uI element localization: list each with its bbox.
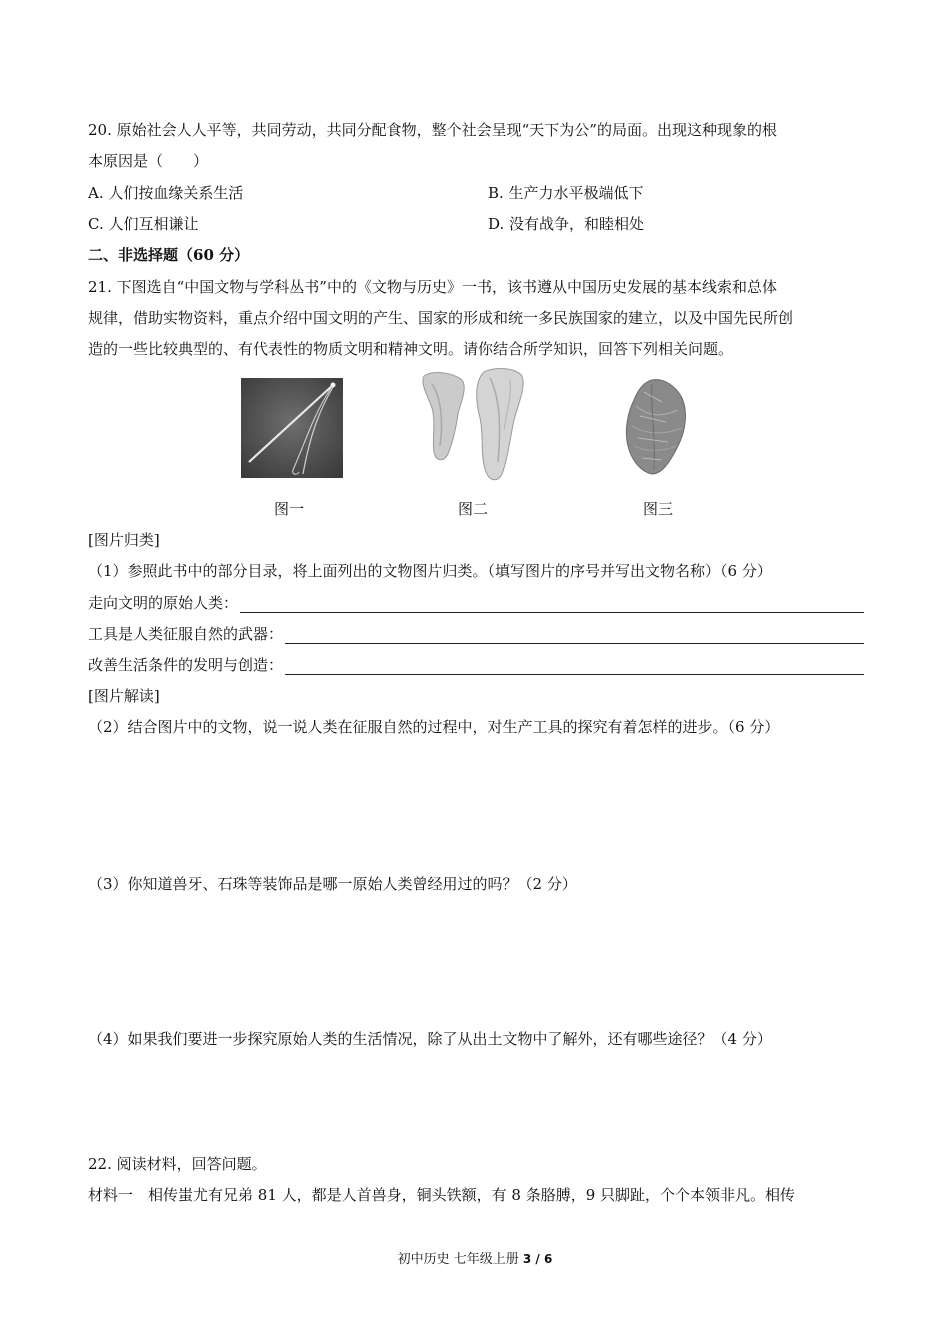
blank-row-2	[88, 624, 864, 644]
blank-row-1	[88, 593, 864, 613]
figure-caption-3: 图三	[643, 500, 674, 518]
tag-interpret: [图片解读]	[88, 687, 160, 705]
figure-caption-1: 图一	[274, 500, 305, 518]
q21-part4: （4）如果我们要进一步探究原始人类的生活情况，除了从出土文物中了解外，还有哪些途径？（4 分）	[88, 1030, 772, 1048]
q21-stem-line3: 造的一些比较典型的、有代表性的物质文明和精神文明。请你结合所学知识，回答下列相关问题。	[88, 340, 734, 358]
q20-option-c: C. 人们互相谦让	[88, 215, 199, 233]
answer-blank-1[interactable]	[240, 596, 864, 613]
q20-stem-line2: 本原因是（ ）	[88, 152, 209, 170]
blank-label-3: 改善生活条件的发明与创造：	[88, 656, 284, 674]
footer-text: 初中历史 七年级上册	[397, 1252, 523, 1267]
tag-classify: [图片归类]	[88, 531, 160, 549]
page-number: 3 / 6	[522, 1252, 553, 1266]
q22-stem: 22. 阅读材料，回答问题。	[88, 1155, 267, 1173]
section2-title: 二、非选择题（60 分）	[88, 246, 250, 264]
blank-label-1: 走向文明的原始人类：	[88, 594, 239, 612]
q21-stem-line2: 规律，借助实物资料，重点介绍中国文明的产生、国家的形成和统一多民族国家的建立，以及中国先民所创	[88, 309, 794, 327]
stone-artifact-photo-icon	[622, 376, 690, 478]
stone-tool-photo-icon	[418, 366, 528, 486]
q21-part2: （2）结合图片中的文物，说一说人类在征服自然的过程中，对生产工具的探究有着怎样的进步。（6 分）	[88, 718, 780, 736]
q21-part3: （3）你知道兽牙、石珠等装饰品是哪一原始人类曾经用过的吗？（2 分）	[88, 875, 577, 893]
answer-blank-3[interactable]	[285, 658, 864, 675]
answer-blank-2[interactable]	[285, 627, 864, 644]
q21-stem-line1: 21. 下图选自“中国文物与学科丛书”中的《文物与历史》一书，该书遵从中国历史发展的基本线索和总体	[88, 278, 777, 296]
blank-row-3	[88, 655, 864, 675]
q20-option-d: D. 没有战争，和睦相处	[488, 215, 645, 233]
q22-material1: 材料一 相传蚩尤有兄弟 81 人，都是人首兽身，铜头铁额，有 8 条胳膊，9 只脚趾，个个本领非凡。相传	[88, 1186, 796, 1204]
blank-label-2: 工具是人类征服自然的武器：	[88, 625, 284, 643]
q21-part1: （1）参照此书中的部分目录，将上面列出的文物图片归类。（填写图片的序号并写出文物名称）（6 分）	[88, 562, 772, 580]
q20-stem-line1: 20. 原始社会人人平等，共同劳动，共同分配食物，整个社会呈现“天下为公”的局面。出现这种现象的根	[88, 121, 777, 139]
bone-needle-photo-icon	[241, 378, 343, 478]
page-footer	[0, 1248, 950, 1267]
q20-option-a: A. 人们按血缘关系生活	[88, 184, 244, 202]
figure-caption-2: 图二	[458, 500, 489, 518]
q20-option-b: B. 生产力水平极端低下	[488, 184, 644, 202]
